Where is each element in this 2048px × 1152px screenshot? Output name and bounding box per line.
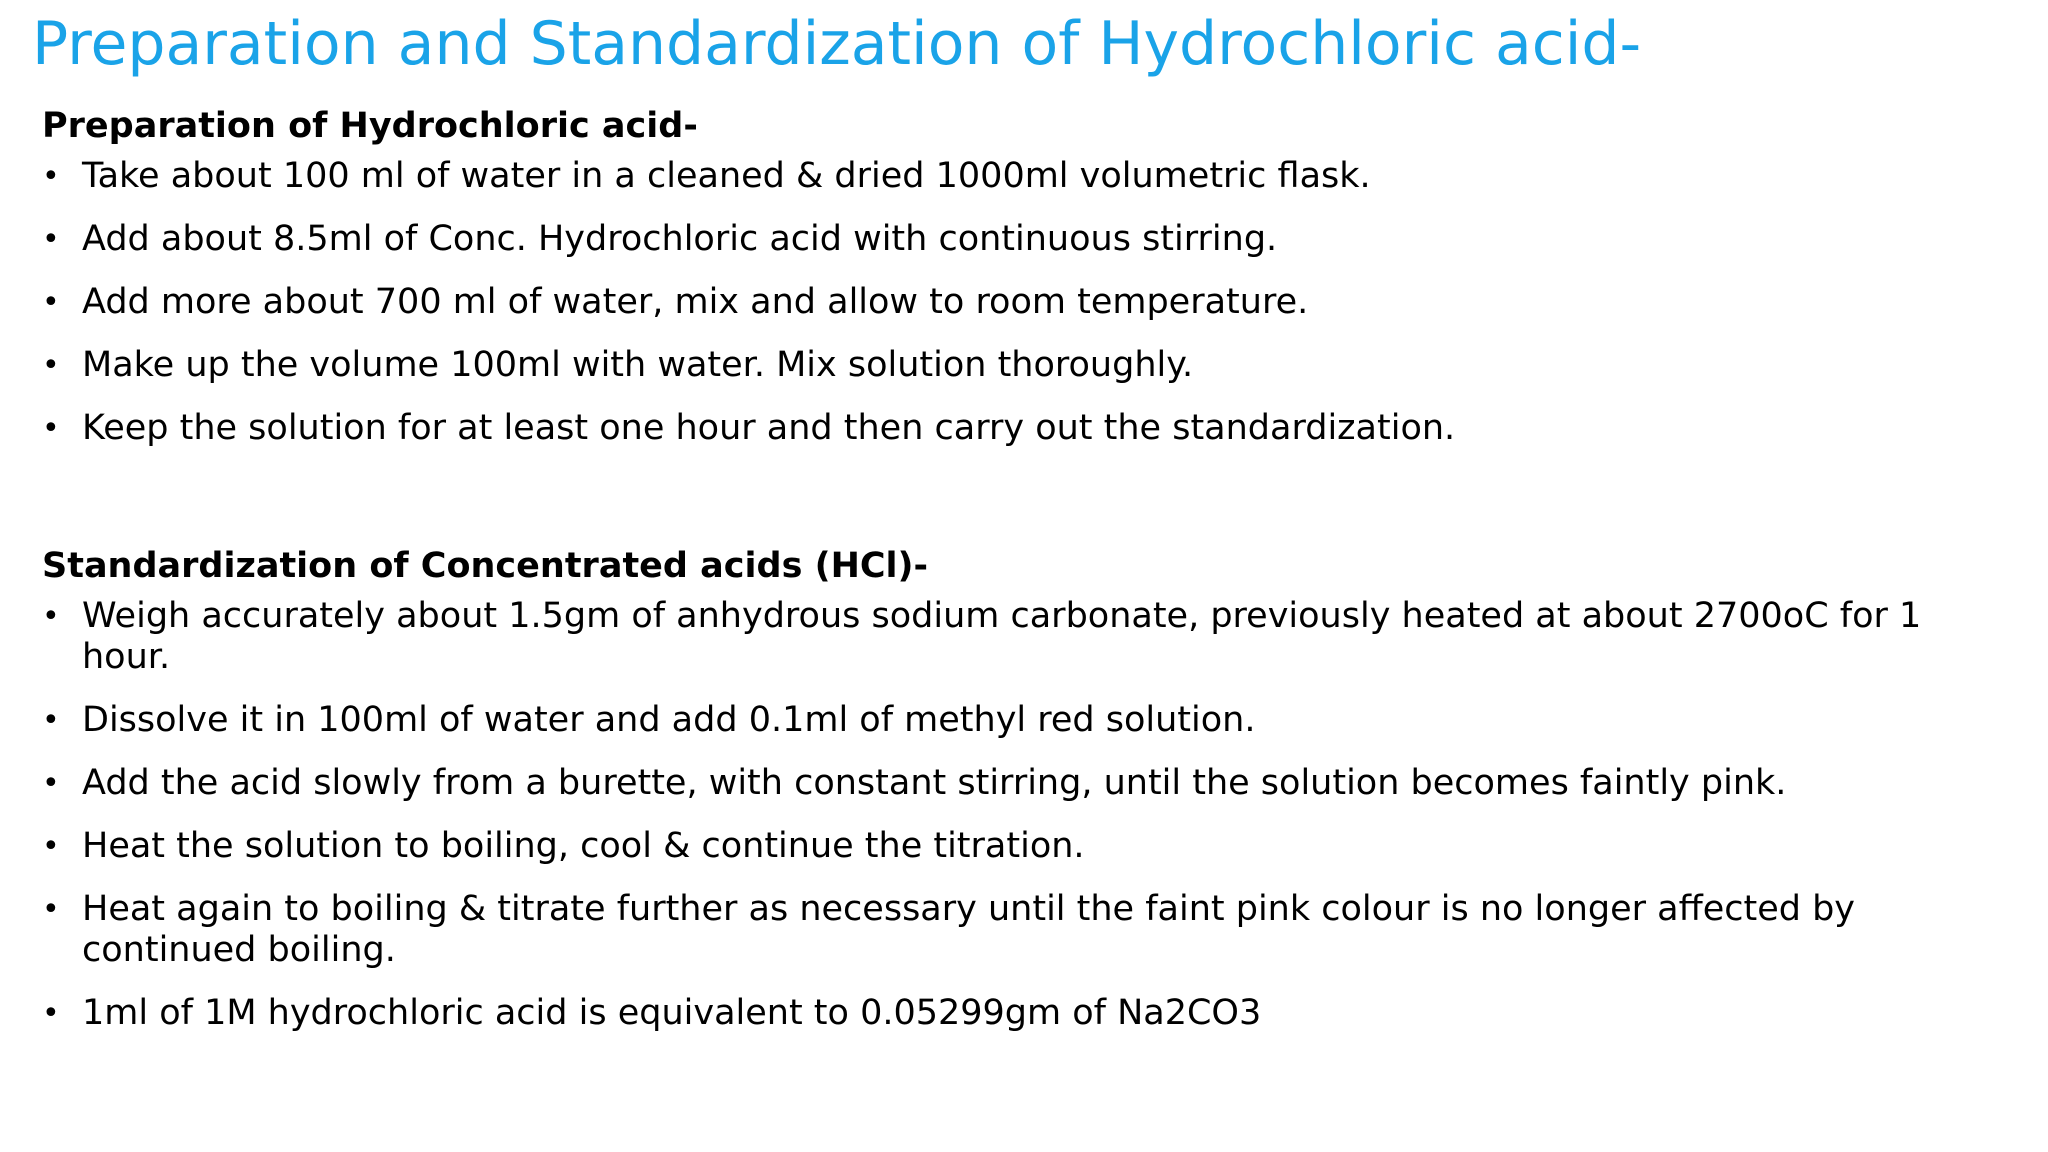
list-item-text: Heat the solution to boiling, cool & continue the titration.: [82, 826, 1085, 866]
list-item-text: 1ml of 1M hydrochloric acid is equivalent to 0.05299gm of Na2CO3: [82, 993, 1262, 1033]
bullet-list: [42, 156, 1982, 449]
bullet-icon: •: [42, 766, 60, 801]
list-item: [42, 219, 1982, 260]
section-heading: Standardization of Concentrated acids (HCl)-: [42, 546, 929, 586]
bullet-icon: •: [42, 159, 60, 194]
bullet-icon: •: [42, 996, 60, 1031]
bullet-icon: •: [42, 892, 60, 927]
bullet-icon: •: [42, 285, 60, 320]
section-heading: Preparation of Hydrochloric acid-: [42, 106, 698, 146]
list-item-text: Make up the volume 100ml with water. Mix solution thoroughly.: [82, 345, 1194, 385]
list-item-text: Take about 100 ml of water in a cleaned & dried 1000ml volumetric flask.: [82, 156, 1371, 196]
list-item: [42, 763, 1982, 804]
list-item: [42, 345, 1982, 386]
list-item: [42, 282, 1982, 323]
list-item: [42, 889, 1982, 971]
bullet-icon: •: [42, 411, 60, 446]
slide-title: Preparation and Standardization of Hydrochloric acid-: [32, 9, 1642, 79]
list-item: [42, 156, 1982, 197]
bullet-icon: •: [42, 348, 60, 383]
list-item-text: Dissolve it in 100ml of water and add 0.1ml of methyl red solution.: [82, 700, 1256, 740]
list-item-text: Add about 8.5ml of Conc. Hydrochloric acid with continuous stirring.: [82, 219, 1278, 259]
list-item: [42, 993, 1982, 1034]
bullet-icon: •: [42, 222, 60, 257]
list-item-text: Add the acid slowly from a burette, with constant stirring, until the solution becomes faintly pink.: [82, 763, 1787, 803]
list-item: [42, 596, 1982, 678]
bullet-list: [42, 596, 1982, 1034]
list-item: [42, 826, 1982, 867]
bullet-icon: •: [42, 829, 60, 864]
list-item-text: Weigh accurately about 1.5gm of anhydrous sodium carbonate, previously heated at about 2700oC for 1 hour.: [82, 596, 1922, 677]
section-preparation: [42, 96, 1982, 471]
bullet-icon: •: [42, 599, 60, 634]
list-item: [42, 700, 1982, 741]
list-item-text: Keep the solution for at least one hour and then carry out the standardization.: [82, 408, 1456, 448]
section-standardization: [42, 536, 1982, 1056]
bullet-icon: •: [42, 703, 60, 738]
list-item: [42, 408, 1982, 449]
list-item-text: Heat again to boiling & titrate further as necessary until the faint pink colour is no longer affected by continued boiling.: [82, 889, 1856, 970]
list-item-text: Add more about 700 ml of water, mix and allow to room temperature.: [82, 282, 1309, 322]
